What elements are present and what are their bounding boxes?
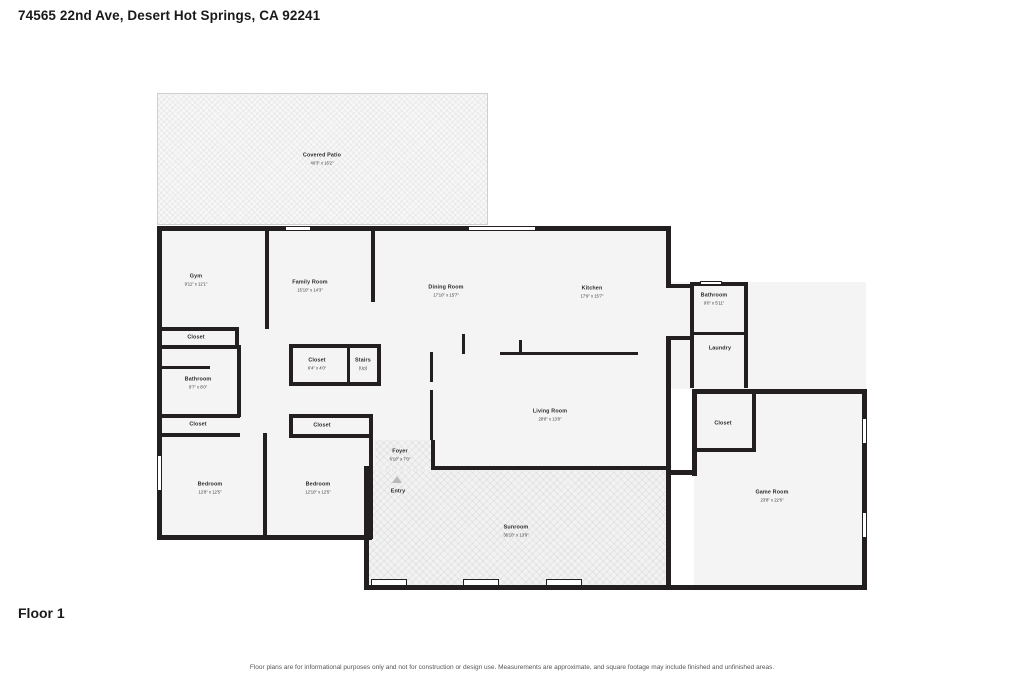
window-gameroom-right-1 (862, 418, 867, 444)
wall-main-right-lower (666, 340, 671, 470)
wall-foyer-right (431, 440, 435, 470)
window-sunroom-bottom-3 (546, 579, 582, 586)
room-label-kitchen: Kitchen 17'9" x 15'7" (580, 285, 604, 299)
window-left-1 (157, 455, 162, 491)
wall-dining-stub (430, 352, 433, 382)
room-label-bedroom-mid: Bedroom 12'10" x 12'5" (305, 481, 331, 495)
wall-rightwing-left-upper (690, 282, 694, 388)
room-label-gym: Gym 9'11" x 12'1" (184, 273, 208, 287)
wall-kitchen-upper-stub (462, 334, 465, 354)
wall-sunroom-bottom (364, 585, 671, 590)
wall-bathroom-left-divider (160, 366, 210, 369)
room-label-family-room: Family Room 15'10" x 14'3" (292, 279, 328, 293)
wall-living-bottom (435, 466, 667, 470)
entry-label: Entry (390, 488, 406, 495)
room-label-covered-patio: Covered Patio 40'3" x 16'2" (302, 152, 342, 166)
window-gameroom-right-2 (862, 512, 867, 538)
wall-stairs-left (347, 344, 350, 386)
room-label-game-room: Game Room 23'8" x 22'6" (755, 489, 789, 503)
wall-bedroom-divider (263, 433, 267, 539)
window-sunroom-bottom-2 (463, 579, 499, 586)
wall-family-dining-divider (371, 229, 375, 302)
floor-fill-foyer (375, 440, 435, 470)
room-label-closet-gameroom: Closet (714, 420, 732, 427)
room-label-closet-left-lower: Closet (189, 421, 207, 428)
wall-gameroom-bottom (666, 585, 867, 590)
room-label-bedroom-left: Bedroom 12'8" x 12'5" (197, 481, 223, 495)
wall-main-right (666, 226, 671, 288)
entry-arrow-icon (392, 476, 402, 483)
wall-gameroom-closet-right (752, 394, 756, 451)
wall-rightwing-bath-laundry-divider (690, 332, 748, 335)
floor-label: Floor 1 (18, 605, 65, 621)
wall-gameroom-left (692, 389, 697, 451)
wall-closet3-bottom (289, 434, 373, 438)
wall-closet-top-left (160, 327, 238, 331)
wall-gym-right (265, 229, 269, 329)
wall-kitchen-counter-vertical (519, 340, 522, 354)
room-label-sunroom: Sunroom 36'10" x 13'9" (503, 524, 529, 538)
wall-center-closet-bottom (289, 382, 381, 386)
room-label-foyer: Foyer 6'10" x 7'0" (389, 448, 411, 462)
room-label-living-room: Living Room 28'8" x 13'8" (532, 408, 568, 422)
room-label-closet-gym: Closet (187, 334, 205, 341)
wall-sunroom-right (666, 466, 671, 590)
wall-exterior-left (157, 226, 162, 540)
room-label-stairs: Stairs (Up) (355, 357, 371, 371)
wall-closet3-left (289, 414, 293, 438)
disclaimer-text: Floor plans are for informational purposes only and not for construction or design use. Measurements are approximate, and square footage may include finished and unfinished areas. (249, 664, 775, 671)
wall-bedroom-mid-right (369, 414, 373, 539)
wall-closet3-top (289, 414, 373, 418)
window-sunroom-bottom-1 (371, 579, 407, 586)
floor-fill-sunroom (366, 466, 671, 586)
wall-closet-bottom-left (160, 345, 238, 349)
room-label-dining-room: Dining Room 17'10" x 15'7" (428, 284, 464, 298)
wall-center-closet-top (289, 344, 381, 348)
wall-gameroom-top (692, 389, 866, 394)
wall-closet2-bottom (160, 433, 240, 437)
floor-fill-right-wing (670, 282, 866, 389)
wall-gameroom-closet-bottom (692, 448, 756, 452)
page-title: 74565 22nd Ave, Desert Hot Springs, CA 92241 (18, 8, 321, 23)
wall-bathroom-left-bottom (160, 414, 240, 418)
room-label-bathroom-right: Bathroom 9'0" x 5'11" (700, 292, 728, 306)
wall-center-closet-left (289, 344, 293, 386)
window-top-2 (468, 226, 536, 231)
wall-rightwing-right-upper (744, 282, 748, 388)
room-label-closet-center: Closet 6'4" x 4'0" (307, 357, 327, 371)
wall-gameroom-connector (666, 470, 694, 475)
window-top-1 (285, 226, 311, 231)
window-rightwing-top (700, 281, 722, 285)
wall-stairs-right (377, 344, 381, 386)
room-label-bathroom-left: Bathroom 9'7" x 8'0" (184, 376, 212, 390)
wall-kitchen-to-bath-bottom (666, 336, 694, 340)
wall-living-stub (430, 390, 433, 440)
room-covered-patio (157, 93, 488, 225)
room-label-laundry: Laundry (708, 345, 732, 352)
floor-fill-game-room (694, 389, 866, 585)
room-label-closet-bedroom-mid: Closet (313, 422, 331, 429)
wall-bathroom-left-right (237, 345, 241, 417)
wall-exterior-top (157, 226, 670, 231)
wall-kitchen-to-bath-top (666, 284, 694, 288)
